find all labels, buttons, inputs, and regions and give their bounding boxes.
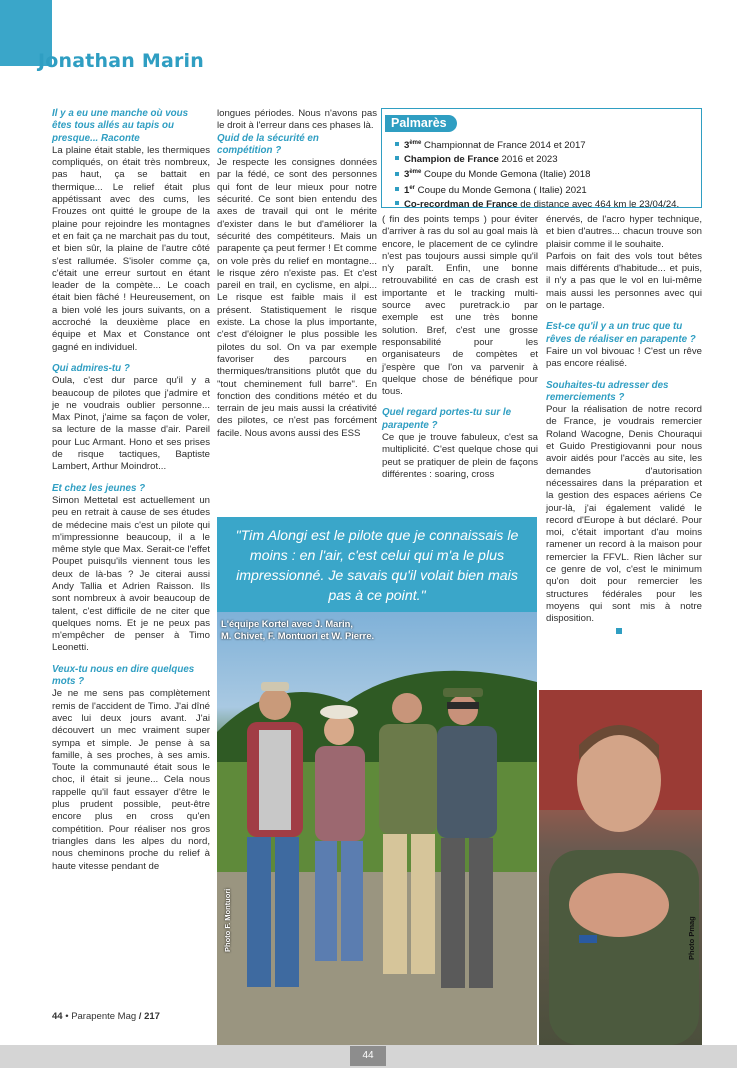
end-mark-icon [616,628,622,634]
portrait-photo [539,690,702,1045]
question-heading: Souhaites-tu adresser des remerciements ? [546,379,669,403]
question-heading: Est-ce qu'il y a un truc que tu rêves de réaliser en parapente ? [546,321,696,345]
answer-paragraph: Faire un vol bivouac ! C'est un rêve pas encore réalisé. [546,345,702,370]
portrait-photo-illustration [539,690,702,1045]
photo-credit: Photo Pmag [687,916,696,960]
bullet-icon [395,201,399,205]
team-photo-illustration [217,612,537,1045]
palmares-item: Co-recordman de France de distance avec 464 km le 23/04/24. [395,198,679,212]
answer-paragraph: ( fin des points temps ) pour éviter d'arriver à ras du sol au goal mais là encore, le placement de ce cylindre n'est pas toujours aussi simple qu'il n'y paraît. Enfin, une bonne retrouvabilité en cas de crash est importante et le tracking multi-source avec puretrack.io par exemple est une très bonne solution. Bref, c'est une grosse responsabilité pour les organisateurs de compètes et j'espère que l'on va parvenir à quelque chose de bénéfique pour tous. [382,214,538,398]
bullet-icon [395,142,399,146]
answer-paragraph: La plaine était stable, les thermiques compliqués, on était très nombreux, pas haut, ça se battait en thermique... Le relief était plus appétissant avec des cums, les Frouzes ont quitté le groupe de la plaine pour rejoindre les montagnes et en fait ça ne marchait pas du tout, et bien sûr, la plaine de l'autre côté s'est rallumée. S'isoler comme ça, c'était une erreur surtout en étant leader de la compète... Le coach était bien fâché ! Heureusement, on a bien volé les jours suivants, on a accroché la deuxième place en équipe et Max et Constance ont gagné en individuel. [52,144,210,353]
answer-paragraph: Parfois on fait des vols tout bêtes mais différents d'habitude... et puis, il n'y a pas que le vol en lui-même mais aussi les personnes avec qui on le partage. [546,250,702,312]
column-3 [382,214,538,481]
photo-credit: Photo F. Montuori [223,888,232,952]
bullet-icon [395,156,399,160]
column-2 [217,108,377,440]
answer-paragraph: Simon Mettetal est actuellement un peu en retrait à cause de ses études de médecine mais c'est un pilote qui m'impressionne beaucoup, il a le même style que Max. Serait-ce l'effet Poupet puisqu'ils viennent tous les deux de là-bas ? Je citerai aussi Andy Tallia et Adrien Raisson. Ils sont nombreux à avoir beaucoup de talent, c'est difficile de ne citer que quelques noms. Et je ne peux pas m'empêcher de penser à Timo Leonetti. [52,494,210,654]
photo-caption: L'équipe Kortel avec J. Marin, M. Chivet, F. Montuori et W. Pierre. [221,618,375,641]
bullet-icon [395,187,399,191]
palmares-item: 1er Coupe du Monde Gemona ( Italie) 2021 [395,182,679,198]
question-heading: Quid de la sécurité en compétition ? [217,132,319,156]
question-heading: Quel regard portes-tu sur le parapente ? [382,407,512,431]
answer-paragraph: Oula, c'est dur parce qu'il y a beaucoup de pilotes que j'admire et je ne voudrais oublier personne... Max Pinot, j'aime sa façon de voler, sa lecture de la masse d'air. Pareil pour Luc Armant. Hono et ses prises de risque tactiques, Baptiste Lambert, Arthur Moindrot... [52,375,210,473]
palmares-item: 3ème Championnat de France 2014 et 2017 [395,137,679,153]
palmares-item: Champion de France 2016 et 2023 [395,153,679,167]
palmares-box [381,108,702,208]
palmares-title: Palmarès [385,115,457,132]
question-heading: Il y a eu une manche où vous êtes tous allés au tapis ou presque... Raconte [52,108,189,144]
page-indicator[interactable]: 44 [350,1046,386,1066]
author-name: Jonathan Marin [38,50,204,72]
answer-paragraph: énervés, de l'acro hyper technique, et bien d'autres... chacun trouve son plaisir comme il le souhaite. [546,214,702,250]
question-heading: Et chez les jeunes ? [52,482,146,494]
column-1 [52,108,210,873]
palmares-list [395,137,679,212]
question-heading: Qui admires-tu ? [52,362,130,374]
answer-paragraph: Ce que je trouve fabuleux, c'est sa multiplicité. C'est quelque chose qui peut se pratiquer de plein de façons différentes : soaring, cross [382,432,538,480]
answer-paragraph: Je respecte les consignes données par la fédé, ce sont des personnes qui font de leur mieux pour notre sécurité. Ce sont bien entendu des axes de travail qui ont le mérite d'exister dans le but d'améliorer la sécurité des compétiteurs. Mais un parapente ça peut fermer ! Et comme on vole près du relief en montagne... le risque zéro n'existe pas. Et c'est pareil en trail, en cyclisme, en alpi... Le risque est faible mais il est présent. Statistiquement le risque existe. La chose la plus importante, c'est d'éloigner le plus possible les pilotes du sol. On va par exemple favoriser des parcours en thermiques/transitions plutôt que du "tout cheminement full barre". En fonction des conditions météo et du terrain de jeu mais aussi la créativité des pilotes, ce n'est pas forcément facile. Nous avons aussi des ESS [217,157,377,439]
answer-paragraph: longues périodes. Nous n'avons pas le droit à l'erreur dans ces phases là. [217,108,377,132]
question-heading: Veux-tu nous en dire quelques mots ? [52,663,195,688]
pull-quote: "Tim Alongi est le pilote que je connaissais le moins : en l'air, c'est celui qui m'a le plus impressionné. Je savais qu'il volait bien mais pas à ce point." [217,517,537,612]
team-photo [217,612,537,1045]
page-footer: 44 • Parapente Mag / 217 [52,1011,160,1022]
answer-paragraph: Pour la réalisation de notre record de France, je voudrais remercier Roland Wacogne, Denis Chouraqui et Guido Prestigiovanni pour nous avoir aidés pour l'accès au site, les demandes d'autorisation nécessaires dans la préparation et la gestion des espaces aériens Ce jour-là, j'ai également validé le record d'Europe à but déclaré. Pour moi, c'était important d'au moins ramener un record à la maison pour remercier la FFVL. Rien lâcher sur ce genre de vol, c'est le minimum qu'on doit pour remercier les structures fédérales pour les moyens qui sont mis à notre disposition. [546,404,702,625]
column-4 [546,214,702,638]
bullet-icon [395,172,399,176]
palmares-item: 3ème Coupe du Monde Gemona (Italie) 2018 [395,166,679,182]
answer-paragraph: Je ne me sens pas complètement remis de l'accident de Timo. J'ai dîné avec lui deux jours avant. J'ai découvert un mec vraiment super sympa et simple. Je pense à sa famille, à ses proches, à ses amis. Toute la communauté était sous le choc, il était si jeune... Cela nous rappelle qu'il faut essayer d'être le plus prudent possible, peut-être encore plus en cross qu'en compétition. Pour réaliser nos gros triangles dans les alpes du nord, nous cheminons proche du relief à haute vitesse pendant de [52,688,210,872]
